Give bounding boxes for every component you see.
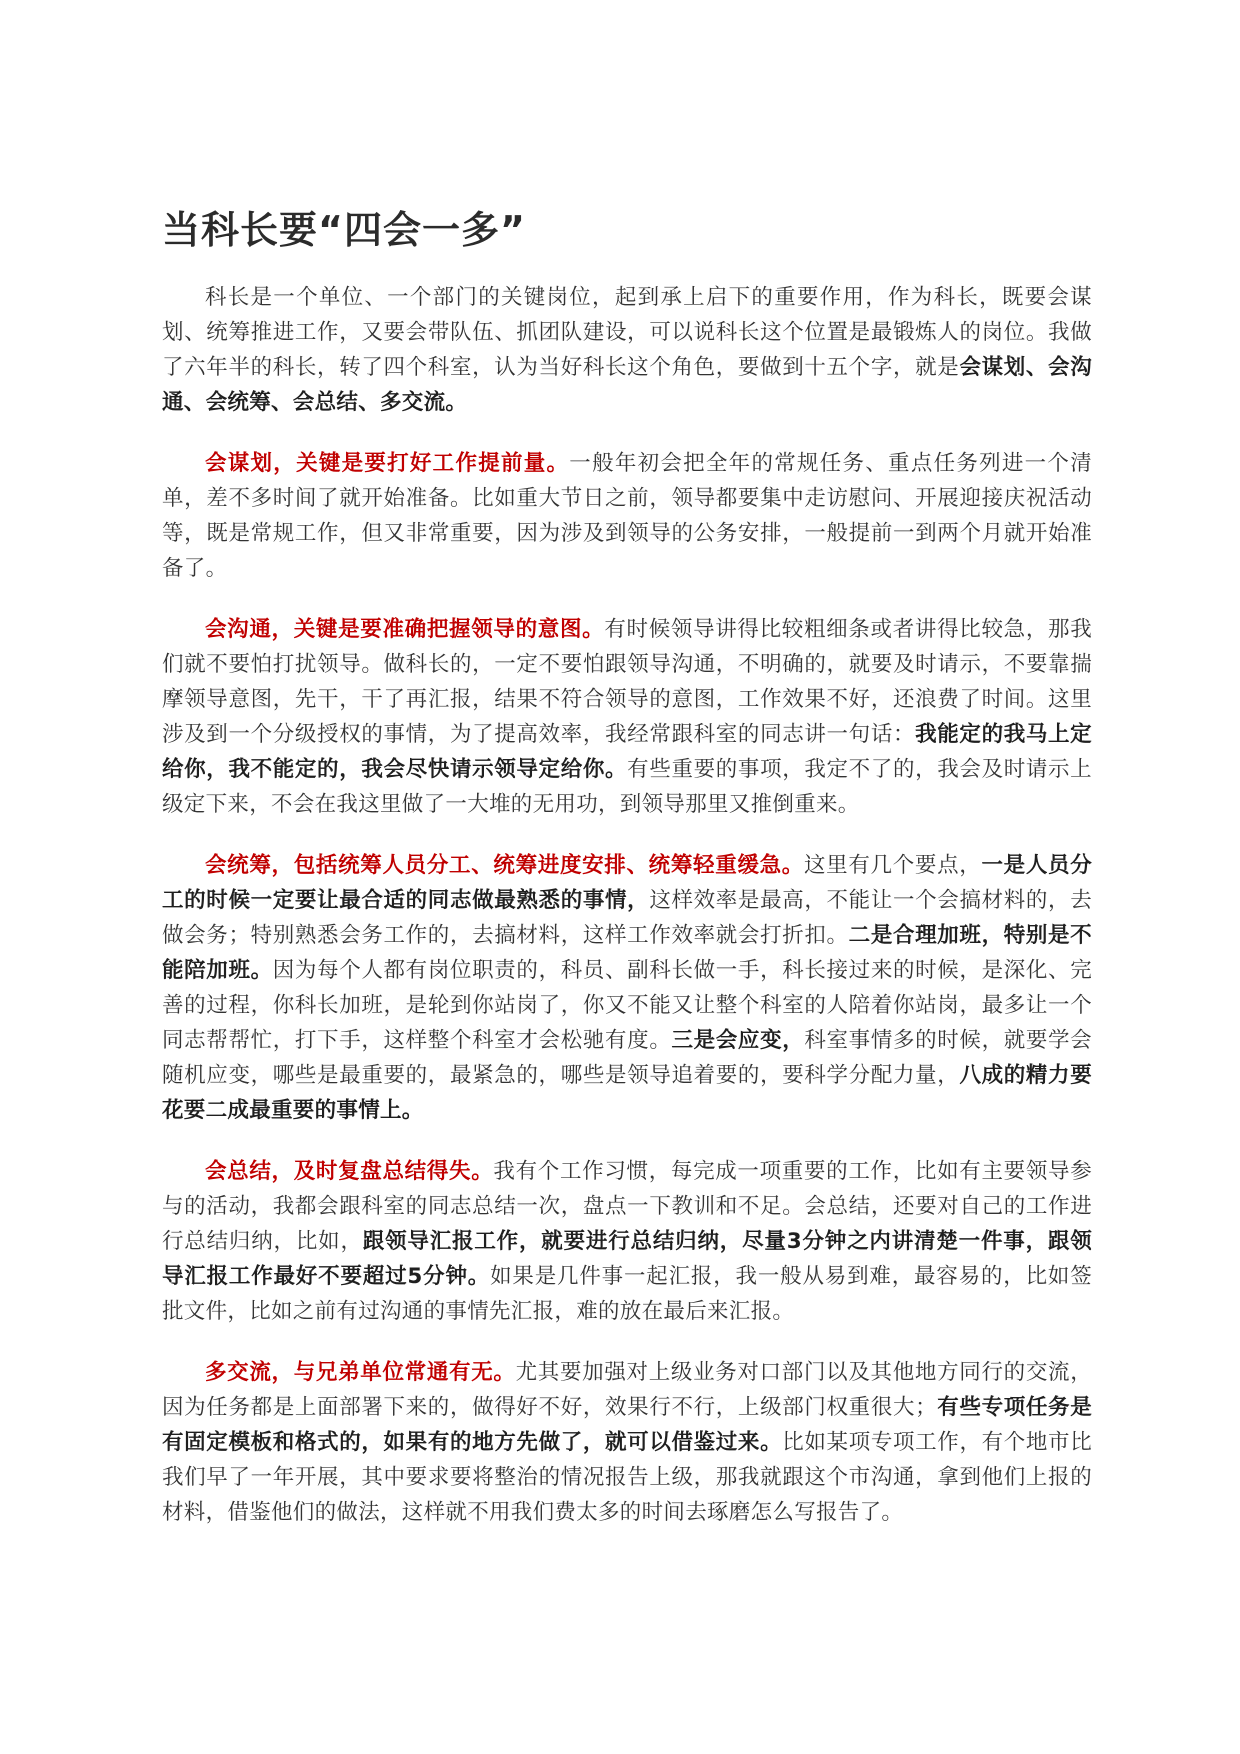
paragraph-exchange [162, 1355, 1092, 1530]
paragraph-text: 一般年初会把全年的常规任务、重点任务列进一个清单，差不多时间了就开始准备。比如重大节日之前，领导都要集中走访慰问、开展迎接庆祝活动等，既是常规工作，但又非常重要，因为涉及到领导的公务安排，一般提前一到两个月就开始准备了。 [162, 451, 1092, 581]
red-heading: 会谋划，关键是要打好工作提前量。 [205, 451, 570, 476]
red-heading: 多交流，与兄弟单位常通有无。 [205, 1360, 516, 1385]
paragraph-text: 有些重要的事项，我定不了的，我会及时请示上级定下来，不会在我这里做了一大堆的无用功，到领导那里又推倒重来。 [162, 757, 1092, 817]
article [162, 206, 1092, 1556]
article-title: 当科长要“四会一多” [162, 208, 526, 252]
bold-emphasis: 一是人员分工的时候一定要让最合适的同志做最熟悉的事情， [162, 853, 1092, 913]
bold-emphasis: 会谋划、会沟通、会统筹、会总结、多交流。 [162, 355, 1092, 415]
paragraph-text: 我有个工作习惯，每完成一项重要的工作，比如有主要领导参与的活动，我都会跟科室的同志总结一次，盘点一下教训和不足。会总结，还要对自己的工作进行总结归纳，比如， [162, 1159, 1092, 1254]
paragraph-text: 这样效率是最高，不能让一个会搞材料的，去做会务；特别熟悉会务工作的，去搞材料，这样工作效率就会打折扣。 [162, 888, 1092, 948]
bold-emphasis: 三是会应变， [671, 1028, 805, 1053]
red-heading: 会统筹，包括统筹人员分工、统筹进度安排、统筹轻重缓急。 [205, 853, 804, 878]
red-heading: 会沟通，关键是要准确把握领导的意图。 [205, 617, 605, 642]
paragraph-text: 尤其要加强对上级业务对口部门以及其他地方同行的交流，因为任务都是上面部署下来的，做得好不好，效果行不行，上级部门权重很大； [162, 1360, 1093, 1420]
paragraph-intro [162, 280, 1092, 420]
paragraph-text: 这里有几个要点， [803, 853, 982, 878]
bold-emphasis: 跟领导汇报工作，就要进行总结归纳，尽量3分钟之内讲清楚一件事，跟领导汇报工作最好不要超过5分钟。 [162, 1229, 1092, 1289]
bold-emphasis: 我能定的我马上定给你，我不能定的，我会尽快请示领导定给你。 [162, 722, 1092, 782]
paragraph-text: 有时候领导讲得比较粗细条或者讲得比较急，那我们就不要怕打扰领导。做科长的，一定不要怕跟领导沟通，不明确的，就要及时请示，不要靠揣摩领导意图，先干，干了再汇报，结果不符合领导的意图，工作效果不好，还浪费了时间。这里涉及到一个分级授权的事情，为了提高效率，我经常跟科室的同志讲一句话： [162, 617, 1092, 747]
paragraph-summary [162, 1154, 1092, 1329]
paragraph-text: 如果是几件事一起汇报，我一般从易到难，最容易的，比如签批文件，比如之前有过沟通的事情先汇报，难的放在最后来汇报。 [162, 1264, 1092, 1324]
red-heading: 会总结，及时复盘总结得失。 [205, 1159, 494, 1184]
paragraph-planning [162, 446, 1092, 586]
paragraph-text: 科室事情多的时候，就要学会随机应变，哪些是最重要的，最紧急的，哪些是领导追着要的，要科学分配力量， [162, 1028, 1092, 1088]
paragraph-communication [162, 612, 1092, 822]
bold-emphasis: 有些专项任务是有固定模板和格式的，如果有的地方先做了，就可以借鉴过来。 [162, 1395, 1092, 1455]
paragraph-text: 科长是一个单位、一个部门的关键岗位，起到承上启下的重要作用，作为科长，既要会谋划、统筹推进工作，又要会带队伍、抓团队建设，可以说科长这个位置是最锻炼人的岗位。我做了六年半的科长，转了四个科室，认为当好科长这个角色，要做到十五个字，就是 [162, 285, 1092, 380]
paragraph-text: 比如某项专项工作，有个地市比我们早了一年开展，其中要求要将整治的情况报告上级，那我就跟这个市沟通，拿到他们上报的材料，借鉴他们的做法，这样就不用我们费太多的时间去琢磨怎么写报告了。 [162, 1430, 1092, 1525]
paragraph-text: 因为每个人都有岗位职责的，科员、副科长做一手，科长接过来的时候，是深化、完善的过程，你科长加班，是轮到你站岗了，你又不能又让整个科室的人陪着你站岗，最多让一个同志帮帮忙，打下手，这样整个科室才会松驰有度。 [162, 958, 1092, 1053]
bold-emphasis: 八成的精力要花要二成最重要的事情上。 [162, 1063, 1092, 1123]
paragraph-coordination [162, 848, 1092, 1128]
bold-emphasis: 二是合理加班，特别是不能陪加班。 [162, 923, 1092, 983]
